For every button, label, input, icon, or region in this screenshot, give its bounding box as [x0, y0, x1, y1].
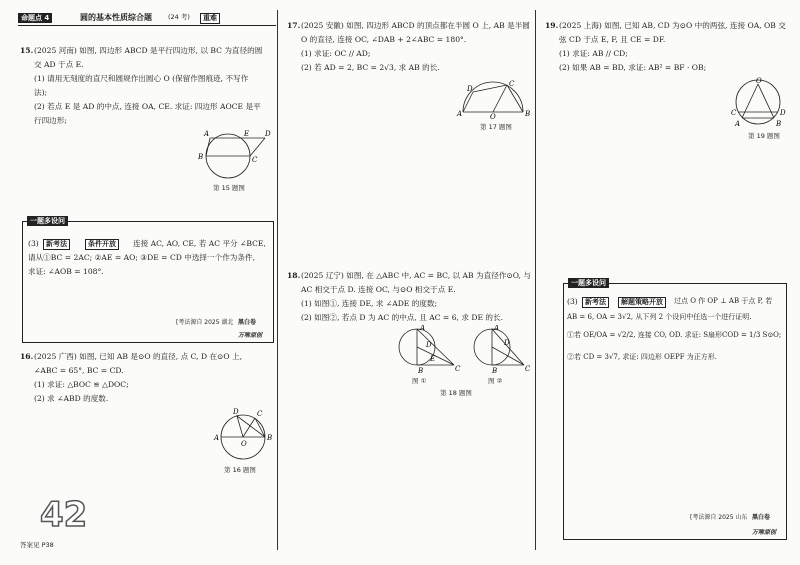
q15-line3: (1) 请用无刻度的直尺和圆规作出圆心 O (保留作图痕迹, 不写作: [34, 74, 249, 83]
multi2-line3: ①若 OE/OA = √2/2, 连接 CO, OD. 求证: S扇形COD = 1/3 S⊙O;: [567, 331, 782, 339]
svg-text:A: A: [735, 120, 741, 128]
q19-line4: (2) 如果 AB = BD, 求证: AB² = BF · OB;: [559, 63, 707, 72]
svg-text:O: O: [490, 113, 496, 120]
svg-text:D: D: [504, 339, 510, 347]
q17-line4: (2) 若 AD = 2, BC = 2√3, 求 AB 的长.: [301, 63, 440, 72]
q15-line5: (2) 若点 E 是 AD 的中点, 连接 OA, CE. 求证: 四边形 AOCE 是平: [34, 102, 261, 111]
q17-line2: O 的直径, 连接 OC, ∠DAB + 2∠ABC = 180°.: [301, 35, 467, 44]
topic-header: [18, 11, 276, 26]
svg-text:A: A: [214, 434, 220, 442]
svg-text:D: D: [233, 408, 239, 416]
multi1-brand: 万唯原创: [238, 332, 263, 339]
q18-figure-caption: 第 18 题图: [440, 389, 472, 397]
q15-figure-caption: 第 15 题图: [213, 184, 245, 192]
svg-text:B: B: [525, 110, 531, 118]
q18-line1: (2025 辽宁) 如图, 在 △ABC 中, AC = BC, 以 AB 为直径作⊙O, 与: [301, 271, 531, 280]
q18-fig2-label: 图 ②: [488, 377, 503, 385]
multi2-line1: 过点 O 作 OP ⊥ AB 于点 P, 若: [674, 297, 773, 305]
svg-text:O: O: [756, 77, 762, 85]
svg-text:E: E: [430, 355, 436, 363]
q18-figure-2: [470, 325, 530, 375]
page-number: 42: [40, 495, 88, 535]
svg-text:C: C: [455, 365, 461, 373]
svg-text:C: C: [257, 410, 263, 418]
svg-text:E: E: [244, 130, 250, 138]
q15-line6: 行四边形;: [34, 116, 67, 125]
svg-text:A: A: [204, 130, 210, 138]
q16-line2: ∠ABC = 65°, BC = CD.: [34, 366, 124, 375]
multi2-newtag2: 解题策略开放: [618, 297, 666, 308]
q16-figure-caption: 第 16 题图: [224, 466, 256, 474]
q17-figure: [455, 80, 535, 120]
q15-line4: 法);: [34, 88, 48, 97]
q19-figure: [730, 76, 790, 132]
column-divider-left: [277, 10, 278, 550]
q18-line4: (2) 如图②, 若点 D 为 AC 的中点, 且 AC = 6, 求 DE 的长.: [301, 313, 504, 322]
multi1-line1: 连接 AC, AO, CE, 若 AC 平分 ∠BCE,: [133, 239, 266, 248]
multi1-newtag2: 条件开放: [85, 239, 119, 250]
q19-number: 19.: [545, 21, 559, 30]
q15-line2: 交 AD 于点 E.: [34, 60, 84, 69]
svg-text:A: A: [494, 325, 500, 332]
svg-text:C: C: [731, 109, 737, 117]
q16-number: 16.: [20, 352, 34, 361]
svg-text:D: D: [780, 109, 786, 117]
q18-number: 18.: [287, 271, 301, 280]
multi-tag-right: 一题多设问: [568, 278, 609, 288]
multi2-source-brand: 黑白卷: [752, 514, 771, 521]
svg-text:C: C: [525, 365, 530, 373]
multi1-source: [考法源自 2025 湖北: [176, 319, 234, 326]
multi2-newtag: 新考法: [582, 297, 609, 308]
difficulty-badge: 重难: [200, 13, 220, 24]
svg-text:A: A: [457, 110, 463, 118]
q19-line3: (1) 求证: AB // CD;: [559, 49, 628, 58]
multi2-brand: 万唯原创: [752, 529, 777, 536]
multi1-part: (3): [28, 239, 39, 248]
q16-line4: (2) 求 ∠ABD 的度数.: [34, 394, 109, 403]
q19-line2: 弦 CD 于点 E, F, 且 CE = DF.: [559, 35, 666, 44]
q18-line2: AC 相交于点 D. 连接 OC, 与⊙O 相交于点 E.: [301, 285, 456, 294]
topic-count: (24 考): [168, 13, 190, 21]
multi1-line3: 求证: ∠AOB = 108°.: [28, 267, 104, 276]
q17-line3: (1) 求证: OC // AD;: [301, 49, 371, 58]
topic-label: 命题点 4: [18, 13, 52, 23]
svg-text:O: O: [241, 440, 247, 448]
svg-text:A: A: [420, 325, 426, 332]
svg-text:D: D: [265, 130, 271, 138]
multi2-line4: ②若 CD = 3√7, 求证: 四边形 OEPF 为正方形.: [567, 353, 718, 361]
q15-figure: [190, 124, 275, 182]
q18-figure-1: [392, 325, 462, 375]
column-divider-right: [535, 10, 536, 550]
q16-figure: [205, 403, 275, 463]
q19-line1: (2025 上海) 如图, 已知 AB, CD 为⊙O 中的两弦, 连接 OA, OB 交: [559, 21, 786, 30]
multi2-part: (3): [567, 297, 578, 306]
q15-number: 15.: [20, 46, 34, 55]
q18-line3: (1) 如图①, 连接 DE, 求 ∠ADE 的度数;: [301, 299, 438, 308]
svg-text:C: C: [509, 80, 515, 88]
multi1-source-brand: 黑白卷: [238, 319, 257, 326]
svg-text:B: B: [198, 153, 204, 161]
svg-text:B: B: [418, 367, 424, 375]
multi1-newtag: 新考法: [43, 239, 70, 250]
q19-figure-caption: 第 19 题图: [748, 132, 780, 140]
svg-text:B: B: [267, 434, 273, 442]
q17-number: 17.: [287, 21, 301, 30]
q16-line1: (2025 广西) 如图, 已知 AB 是⊙O 的直径, 点 C, D 在⊙O 上,: [34, 352, 243, 361]
q17-line1: (2025 安徽) 如图, 四边形 ABCD 的顶点都在半圆 O 上, AB 是半圆: [301, 21, 530, 30]
multi2-line2: AB = 6, OA = 3√2, 从下列 2 个设问中任选一个进行证明.: [567, 313, 752, 321]
svg-text:C: C: [252, 156, 258, 164]
q17-figure-caption: 第 17 题图: [480, 123, 512, 131]
multi1-line2: 请从①BC = 2AC; ②AE = AO; ③DE = CD 中选择一个作为条件,: [28, 253, 256, 262]
topic-title: 圆的基本性质综合题: [80, 13, 152, 22]
multi2-source: [考法源自 2025 山东: [690, 514, 748, 521]
svg-text:B: B: [492, 367, 498, 375]
q18-fig1-label: 图 ①: [412, 377, 427, 385]
svg-text:B: B: [776, 120, 782, 128]
svg-text:D: D: [467, 85, 473, 93]
multi-tag-left: 一题多设问: [27, 216, 68, 226]
q15-line1: (2025 河南) 如图, 四边形 ABCD 是平行四边形, 以 BC 为直径的圆: [34, 46, 263, 55]
answer-reference: 答案见 P38: [20, 541, 54, 549]
svg-text:D: D: [426, 341, 432, 349]
q16-line3: (1) 求证: △BOC ≌ △DOC;: [34, 380, 129, 389]
